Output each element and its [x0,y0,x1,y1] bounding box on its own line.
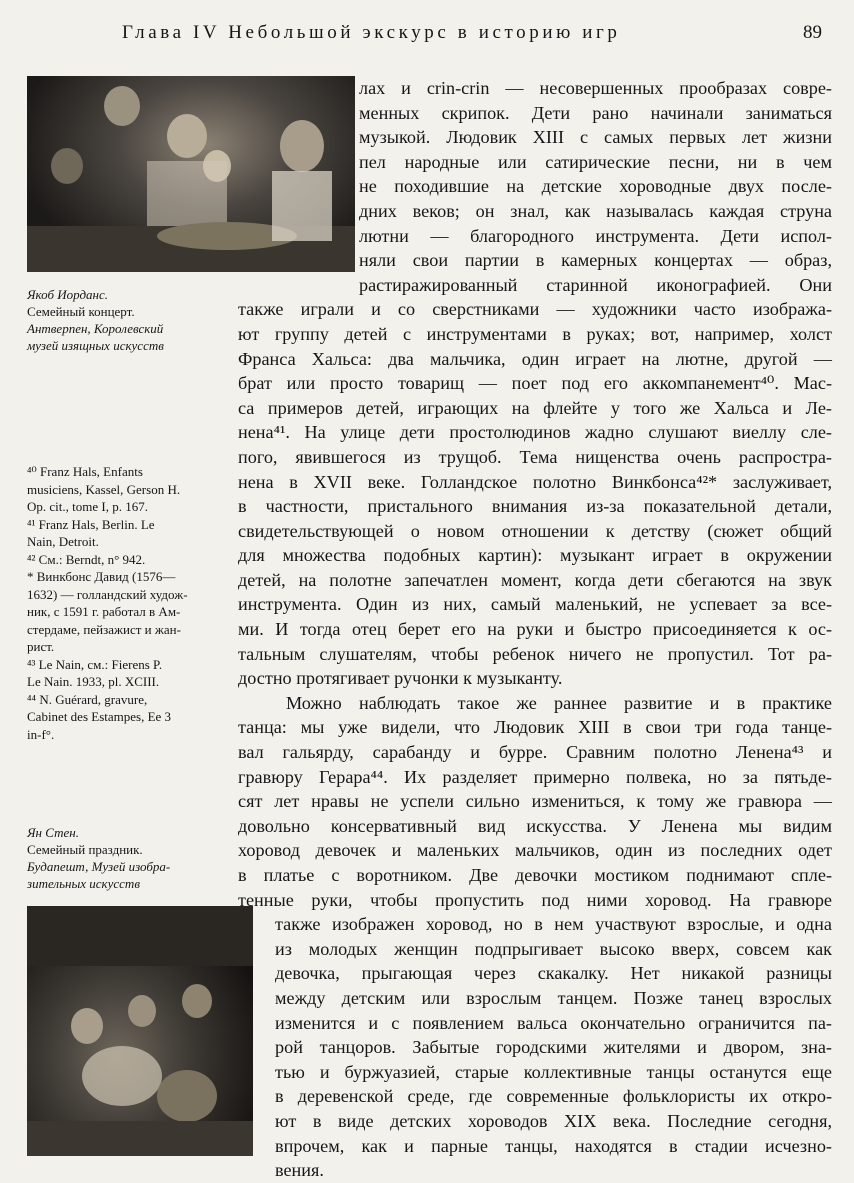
body-line: также изображен хоровод, но в нем участвуют взрослые, и одна [275,914,832,935]
body-line: свидетельствующей о новом отношении к детству (сюжет общий [238,520,832,541]
body-line: брат или просто товарищ — поет под его аккомпанемент⁴⁰. Мас- [238,373,832,394]
body-line: нена⁴¹. На улице дети простолюдинов жадно слушают виеллу сле- [238,422,832,443]
body-line: также играли и со сверстниками — художники часто изобража- [238,299,832,320]
body-line: пого, явившегося из трущоб. Тема нищенства очень распростра- [238,446,832,467]
body-line: достно протягивает ручонки к музыканту. [238,668,563,689]
body-line: ют в виде детских хороводов XIX века. Последние сегодня, [275,1110,832,1131]
footnote-line: ⁴¹ Franz Hals, Berlin. Le [27,516,155,532]
body-line: тью и буржуазией, старые коллективные танцы останутся еще [275,1061,832,1082]
footnote-line: ⁴² См.: Berndt, n° 942. [27,551,146,567]
footnote-line: Op. cit., tome I, p. 167. [27,499,148,514]
footnote-line: ⁴³ Le Nain, см.: Fierens P. [27,656,163,672]
body-line: ют группу детей с инструментами в руках; вот, например, холст [238,323,832,344]
caption-line: зительных искусств [27,876,140,891]
figure-caption-1 [27,286,164,354]
body-line: тальным слушателям, чтобы ребенок ничего не пропустил. Тот ра- [238,643,832,664]
body-line: танца: мы уже видели, что Людовик XIII в свои три года танце- [238,717,832,738]
body-line: гравюру Герара⁴⁴. Их разделяет примерно полвека, но за пятьде- [238,766,832,787]
running-header [0,22,854,50]
body-line: рой танцоров. Забытые городскими жителями и двором, зна- [275,1037,832,1058]
caption-line: Семейный праздник. [27,842,143,857]
body-line: пел народные или сатирические песни, ни в чем [359,151,832,172]
body-line: са примеров детей, играющих на флейте у того же Хальса и Ле- [238,397,832,418]
footnote-line: Nain, Detroit. [27,534,99,549]
figure-caption-2 [27,824,170,892]
caption-line: музей изящных искусств [27,338,164,353]
body-line: не походившие на детские хороводные двух после- [359,176,832,197]
body-line: менных скрипок. Дети рано начинали заниматься [359,102,832,123]
body-line: изменится и с появлением вальса окончательно ограничится па- [275,1012,832,1033]
footnotes [27,463,217,743]
body-line: вения. [275,1160,324,1181]
footnote-line: Le Nain. 1933, pl. XCIII. [27,674,160,689]
footnote-line: стердаме, пейзажист и жан- [27,621,181,637]
footnote-line: ник, с 1591 г. работал в Ам- [27,604,181,619]
body-line: довольно консервативный вид искусства. У Ленена мы видим [238,815,832,836]
body-line: детей, на полотне запечатлен момент, когда дети сбегаются на звук [238,569,832,590]
body-line: между детским или взрослым танцем. Позже танец взрослых [275,987,832,1008]
footnote-line: ⁴⁰ Franz Hals, Enfants [27,464,143,479]
body-line: инструмента. Один из них, самый маленький, не успевает за все- [238,594,832,615]
body-line: музыкой. Людовик XIII с самых первых лет жизни [359,127,832,148]
body-line: впрочем, как и парные танцы, находятся в стадии исчезно- [275,1135,832,1156]
footnote-line: Cabinet des Estampes, Ee 3 [27,709,172,724]
body-line: дних веков; он знал, как называлась каждая струна [359,200,832,221]
footnote-line: рист. [27,639,55,654]
caption-line: Ян Стен. [27,825,79,840]
main-text [238,76,832,1183]
footnote-line: in-f°. [27,726,55,742]
body-line: ми. И тогда отец берет его на руки и быстро присоединяется к ос- [238,619,832,640]
body-line: из молодых женщин подпрыгивает высоко вверх, совсем как [275,938,832,959]
painting-family-feast [27,906,253,1156]
body-line: в деревенской среде, где современные фольклористы их откро- [275,1086,832,1107]
caption-line: Семейный концерт. [27,304,135,319]
painting-family-feast-image [27,906,253,1156]
body-line: лютни — благородного инструмента. Дети испол- [359,225,832,246]
body-line: сят лет нравы не успели сильно измениться, к тому же гравюра — [238,791,832,812]
body-line: растиражированный старинной иконографией. Они [359,274,832,295]
body-line: тенные руки, чтобы пропустить под ними хоровод. На гравюре [238,889,832,910]
caption-line: Будапешт, Музей изобра- [27,859,171,874]
body-line: для множества подобных картин): музыкант играет в окружении [238,545,832,566]
footnote-line: musiciens, Kassel, Gerson H. [27,481,181,497]
body-line: в платье с воротником. Две девочки мостиком поднимают спле- [238,865,832,885]
caption-line: Антверпен, Королевский [27,321,164,336]
body-line: в частности, пристального внимания из-за показательной детали, [238,496,832,517]
body-line: лах и crin-crin — несовершенных прообразах совре- [359,78,832,98]
footnote-line: * Винкбонс Давид (1576— [27,569,176,584]
body-line: вал гальярду, сарабанду и бурре. Сравним полотно Ленена⁴³ и [238,742,832,763]
chapter-title: Глава IV Небольшой экскурс в историю игр [122,22,621,43]
body-line: хоровод девочек и маленьких мальчиков, один из последних одет [238,840,832,861]
page-number: 89 [803,22,822,43]
body-line: няли свои партии в камерных концертах — образ, [359,250,832,271]
body-line: Франса Хальса: два мальчика, один играет на лютне, другой — [238,348,832,369]
body-line: нена в XVII веке. Голландское полотно Винкбонса⁴²* заслуживает, [238,471,832,492]
footnote-line: 1632) — голландский худож- [27,586,188,602]
body-line: девочка, прыгающая через скакалку. Нет никакой разницы [275,963,832,984]
caption-line: Якоб Иорданс. [27,287,109,302]
footnote-line: ⁴⁴ N. Guérard, gravure, [27,691,148,707]
body-line: Можно наблюдать такое же раннее развитие и в практике [286,692,832,713]
